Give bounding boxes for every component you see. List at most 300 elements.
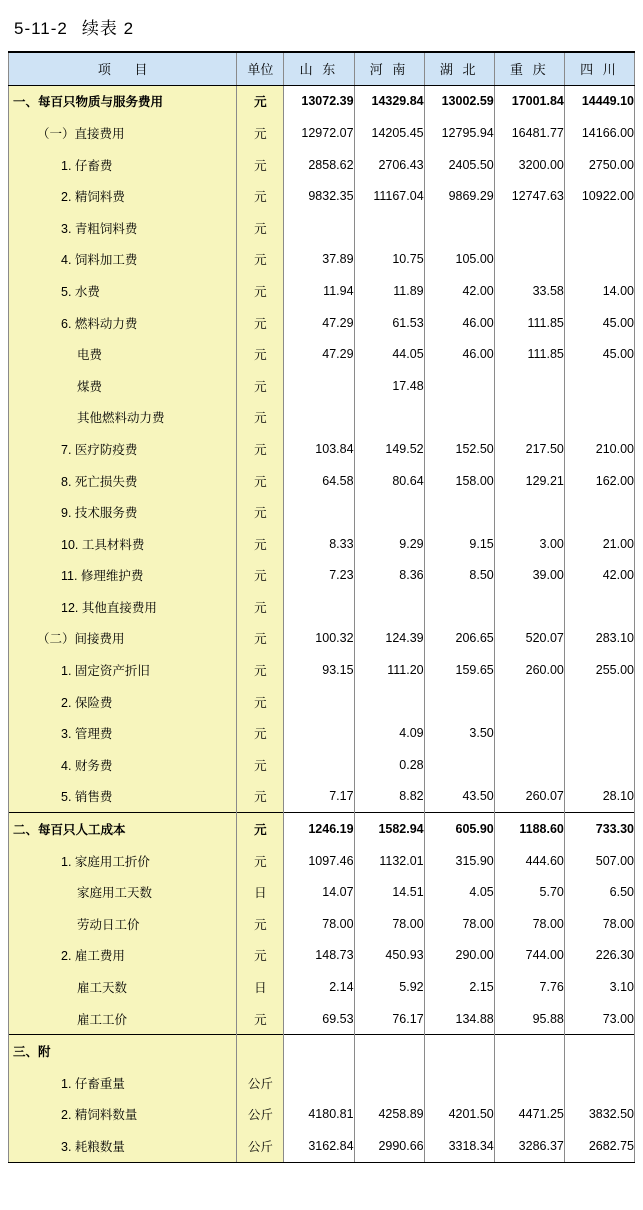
row-value: 3200.00: [494, 149, 564, 181]
table-number: 5-11-2: [14, 19, 68, 38]
row-value: 260.07: [494, 781, 564, 813]
row-unit: 元: [237, 528, 284, 560]
row-value: 9.15: [424, 528, 494, 560]
row-label: [9, 1003, 237, 1035]
row-value: 290.00: [424, 940, 494, 972]
row-unit: 元: [237, 338, 284, 370]
table-row: [9, 908, 635, 940]
row-unit: 公斤: [237, 1067, 284, 1099]
row-value: 3318.34: [424, 1130, 494, 1162]
row-unit: 元: [237, 275, 284, 307]
row-unit: 公斤: [237, 1130, 284, 1162]
row-value: 2405.50: [424, 149, 494, 181]
row-value: 206.65: [424, 623, 494, 655]
row-value: [494, 496, 564, 528]
table-row: [9, 433, 635, 465]
table-row: [9, 180, 635, 212]
row-value: [494, 212, 564, 244]
row-value: 45.00: [564, 307, 634, 339]
table-row: [9, 496, 635, 528]
row-value: 8.50: [424, 560, 494, 592]
row-value: 2990.66: [354, 1130, 424, 1162]
row-value: 14329.84: [354, 85, 424, 117]
table-row: [9, 686, 635, 718]
table-row: [9, 149, 635, 181]
row-value: 7.17: [284, 781, 354, 813]
table-body: [9, 85, 635, 1162]
row-unit: 元: [237, 117, 284, 149]
row-label-text: 1. 固定资产折旧: [61, 664, 150, 679]
row-label: [9, 528, 237, 560]
row-value: 507.00: [564, 845, 634, 877]
row-label-text: 劳动日工价: [77, 917, 140, 932]
row-value: [564, 591, 634, 623]
row-label-text: 1. 仔畜费: [61, 158, 113, 173]
row-unit: 元: [237, 560, 284, 592]
row-value: 1132.01: [354, 845, 424, 877]
row-value: 46.00: [424, 338, 494, 370]
row-label: [9, 433, 237, 465]
row-value: 13002.59: [424, 85, 494, 117]
row-label: [9, 749, 237, 781]
row-value: 111.20: [354, 654, 424, 686]
row-label: [9, 654, 237, 686]
row-value: 11.94: [284, 275, 354, 307]
row-value: [494, 1067, 564, 1099]
row-label: [9, 717, 237, 749]
row-value: 14.51: [354, 876, 424, 908]
row-value: 47.29: [284, 307, 354, 339]
row-label: [9, 845, 237, 877]
row-value: 255.00: [564, 654, 634, 686]
row-unit: 元: [237, 180, 284, 212]
row-label: [9, 623, 237, 655]
row-value: 148.73: [284, 940, 354, 972]
row-value: 64.58: [284, 465, 354, 497]
row-value: 3286.37: [494, 1130, 564, 1162]
row-value: 14.07: [284, 876, 354, 908]
row-unit: 元: [237, 940, 284, 972]
row-value: 7.76: [494, 971, 564, 1003]
row-value: [564, 402, 634, 434]
row-value: 3.00: [494, 528, 564, 560]
row-label: [9, 149, 237, 181]
row-value: 134.88: [424, 1003, 494, 1035]
row-value: 13072.39: [284, 85, 354, 117]
row-value: [564, 1035, 634, 1067]
row-value: 111.85: [494, 338, 564, 370]
row-value: [424, 496, 494, 528]
row-label-text: 家庭用工天数: [77, 886, 153, 901]
table-row: [9, 940, 635, 972]
row-value: 10922.00: [564, 180, 634, 212]
row-value: 76.17: [354, 1003, 424, 1035]
table-row: [9, 623, 635, 655]
row-unit: 日: [237, 971, 284, 1003]
table-row: [9, 845, 635, 877]
row-value: 3162.84: [284, 1130, 354, 1162]
row-value: [564, 717, 634, 749]
row-unit: 元: [237, 654, 284, 686]
row-value: 1188.60: [494, 813, 564, 845]
row-label: [9, 908, 237, 940]
table-row: [9, 654, 635, 686]
row-value: 158.00: [424, 465, 494, 497]
row-value: [424, 749, 494, 781]
row-value: 45.00: [564, 338, 634, 370]
table-row: [9, 560, 635, 592]
row-value: [354, 1035, 424, 1067]
table-row: [9, 591, 635, 623]
table-row: [9, 717, 635, 749]
row-label-text: 二、每百只人工成本: [13, 823, 126, 838]
row-value: 43.50: [424, 781, 494, 813]
row-value: 2750.00: [564, 149, 634, 181]
row-value: [284, 496, 354, 528]
row-label-text: 4. 财务费: [61, 758, 113, 773]
row-value: [284, 749, 354, 781]
table-row: [9, 402, 635, 434]
row-value: 1097.46: [284, 845, 354, 877]
table-row: [9, 307, 635, 339]
row-value: 124.39: [354, 623, 424, 655]
row-label-text: 一、每百只物质与服务费用: [13, 95, 164, 110]
row-unit: 元: [237, 781, 284, 813]
row-value: 6.50: [564, 876, 634, 908]
row-label: [9, 813, 237, 845]
row-value: 14166.00: [564, 117, 634, 149]
row-unit: 元: [237, 149, 284, 181]
row-value: 5.92: [354, 971, 424, 1003]
row-value: [284, 1035, 354, 1067]
column-header-unit: 单位: [237, 52, 284, 85]
row-value: [494, 1035, 564, 1067]
row-value: [564, 1067, 634, 1099]
row-value: 33.58: [494, 275, 564, 307]
row-value: 4.05: [424, 876, 494, 908]
row-value: 8.82: [354, 781, 424, 813]
row-label-text: 10. 工具材料费: [61, 537, 145, 552]
row-label: [9, 876, 237, 908]
row-value: 2706.43: [354, 149, 424, 181]
row-unit: 元: [237, 591, 284, 623]
row-value: 3832.50: [564, 1099, 634, 1131]
row-label: [9, 686, 237, 718]
row-label: [9, 1067, 237, 1099]
row-value: 605.90: [424, 813, 494, 845]
row-value: 78.00: [564, 908, 634, 940]
table-row: [9, 212, 635, 244]
row-value: 217.50: [494, 433, 564, 465]
row-label: [9, 940, 237, 972]
table-row: [9, 876, 635, 908]
table-row: [9, 813, 635, 845]
row-value: 37.89: [284, 244, 354, 276]
row-value: 733.30: [564, 813, 634, 845]
row-value: [494, 749, 564, 781]
table-row: [9, 1003, 635, 1035]
row-value: 78.00: [424, 908, 494, 940]
row-label: [9, 117, 237, 149]
row-label-text: 7. 医疗防疫费: [61, 442, 138, 457]
table-row: [9, 338, 635, 370]
row-label: [9, 971, 237, 1003]
column-header-chongqing: 重 庆: [494, 52, 564, 85]
row-value: [284, 370, 354, 402]
column-header-shandong: 山 东: [284, 52, 354, 85]
row-value: [564, 370, 634, 402]
row-label-text: 电费: [77, 348, 103, 363]
row-label-text: 8. 死亡损失费: [61, 474, 138, 489]
row-value: 5.70: [494, 876, 564, 908]
table-row: [9, 465, 635, 497]
row-label: [9, 402, 237, 434]
row-label: [9, 1130, 237, 1162]
row-label: [9, 1035, 237, 1067]
row-value: 315.90: [424, 845, 494, 877]
table-row: [9, 1130, 635, 1162]
row-value: [494, 686, 564, 718]
row-value: 42.00: [424, 275, 494, 307]
row-value: 78.00: [354, 908, 424, 940]
row-unit: 元: [237, 212, 284, 244]
row-unit: [237, 1035, 284, 1067]
row-unit: 元: [237, 749, 284, 781]
row-value: 42.00: [564, 560, 634, 592]
row-value: [494, 591, 564, 623]
row-value: 450.93: [354, 940, 424, 972]
row-unit: 元: [237, 496, 284, 528]
table-header-row: [9, 52, 635, 85]
row-label: [9, 275, 237, 307]
table-header: [9, 52, 635, 85]
column-header-hubei: 湖 北: [424, 52, 494, 85]
table-row: [9, 370, 635, 402]
row-label-text: 5. 水费: [61, 284, 100, 299]
row-value: [424, 591, 494, 623]
row-label-text: 三、附: [13, 1045, 51, 1060]
row-value: 69.53: [284, 1003, 354, 1035]
row-value: 11167.04: [354, 180, 424, 212]
table-row: [9, 528, 635, 560]
row-label-text: 煤费: [77, 379, 103, 394]
row-label: [9, 180, 237, 212]
row-label-text: 2. 精饲料费: [61, 190, 125, 205]
row-value: 129.21: [494, 465, 564, 497]
row-value: 16481.77: [494, 117, 564, 149]
row-label-text: 9. 技术服务费: [61, 506, 138, 521]
row-value: [564, 244, 634, 276]
row-value: 14.00: [564, 275, 634, 307]
row-value: 14449.10: [564, 85, 634, 117]
row-unit: 元: [237, 908, 284, 940]
row-value: 2.15: [424, 971, 494, 1003]
row-label-text: （二）间接费用: [37, 632, 125, 647]
row-unit: 元: [237, 813, 284, 845]
row-label-text: 2. 雇工费用: [61, 949, 125, 964]
row-value: 21.00: [564, 528, 634, 560]
column-header-henan: 河 南: [354, 52, 424, 85]
row-label: [9, 560, 237, 592]
row-value: 4471.25: [494, 1099, 564, 1131]
table-row: [9, 117, 635, 149]
row-label: [9, 244, 237, 276]
row-value: 10.75: [354, 244, 424, 276]
row-unit: 元: [237, 465, 284, 497]
row-value: [284, 212, 354, 244]
row-value: [354, 1067, 424, 1099]
row-value: [564, 212, 634, 244]
row-unit: 元: [237, 845, 284, 877]
row-unit: 公斤: [237, 1099, 284, 1131]
column-header-sichuan: 四 川: [564, 52, 634, 85]
row-value: [564, 496, 634, 528]
row-value: [424, 370, 494, 402]
row-value: 444.60: [494, 845, 564, 877]
row-label-text: 12. 其他直接费用: [61, 600, 157, 615]
row-unit: 元: [237, 244, 284, 276]
row-label-text: 1. 仔畜重量: [61, 1076, 125, 1091]
row-label-text: 11. 修理维护费: [61, 569, 144, 584]
row-label-text: 5. 销售费: [61, 790, 113, 805]
row-value: 9.29: [354, 528, 424, 560]
row-value: [284, 717, 354, 749]
row-label-text: 1. 家庭用工折价: [61, 854, 150, 869]
row-value: 100.32: [284, 623, 354, 655]
table-row: [9, 1067, 635, 1099]
row-value: 12795.94: [424, 117, 494, 149]
row-value: 47.29: [284, 338, 354, 370]
row-label-text: 2. 保险费: [61, 695, 113, 710]
row-label-text: 4. 饲料加工费: [61, 253, 138, 268]
row-value: 3.50: [424, 717, 494, 749]
row-value: 9869.29: [424, 180, 494, 212]
row-value: 73.00: [564, 1003, 634, 1035]
row-value: 7.23: [284, 560, 354, 592]
row-value: 1246.19: [284, 813, 354, 845]
row-unit: 元: [237, 623, 284, 655]
row-value: 8.36: [354, 560, 424, 592]
column-header-item: 项 目: [9, 52, 237, 85]
row-value: [354, 591, 424, 623]
table-row: [9, 1099, 635, 1131]
row-value: [494, 244, 564, 276]
row-label: [9, 496, 237, 528]
row-unit: 日: [237, 876, 284, 908]
page-title: [8, 0, 635, 51]
row-label: [9, 338, 237, 370]
row-label: [9, 85, 237, 117]
row-value: 9832.35: [284, 180, 354, 212]
row-unit: 元: [237, 85, 284, 117]
row-value: [424, 1067, 494, 1099]
row-value: 80.64: [354, 465, 424, 497]
row-value: [424, 686, 494, 718]
row-value: 4.09: [354, 717, 424, 749]
row-label: [9, 212, 237, 244]
row-value: [284, 402, 354, 434]
table-row: [9, 781, 635, 813]
row-value: [494, 717, 564, 749]
row-value: 1582.94: [354, 813, 424, 845]
row-value: 226.30: [564, 940, 634, 972]
row-value: 105.00: [424, 244, 494, 276]
row-unit: 元: [237, 433, 284, 465]
row-value: [354, 402, 424, 434]
row-label-text: 2. 精饲料数量: [61, 1108, 138, 1123]
row-label: [9, 465, 237, 497]
row-value: 46.00: [424, 307, 494, 339]
row-value: 17001.84: [494, 85, 564, 117]
row-unit: 元: [237, 402, 284, 434]
row-value: 4258.89: [354, 1099, 424, 1131]
row-value: [424, 212, 494, 244]
table-row: [9, 1035, 635, 1067]
row-label: [9, 1099, 237, 1131]
row-unit: 元: [237, 686, 284, 718]
table-title-text: 续表 2: [81, 19, 135, 38]
table-row: [9, 244, 635, 276]
row-label: [9, 307, 237, 339]
row-value: [354, 212, 424, 244]
row-value: 93.15: [284, 654, 354, 686]
row-value: [494, 370, 564, 402]
row-value: [424, 402, 494, 434]
table-row: [9, 749, 635, 781]
row-value: 111.85: [494, 307, 564, 339]
row-value: 744.00: [494, 940, 564, 972]
row-value: 149.52: [354, 433, 424, 465]
row-value: 2858.62: [284, 149, 354, 181]
cost-statistics-table: [8, 51, 635, 1163]
table-row: [9, 971, 635, 1003]
row-value: [284, 591, 354, 623]
row-value: [284, 686, 354, 718]
row-label-text: 3. 青粗饲料费: [61, 221, 138, 236]
row-value: 0.28: [354, 749, 424, 781]
row-value: [354, 496, 424, 528]
row-unit: 元: [237, 1003, 284, 1035]
row-label: [9, 370, 237, 402]
row-label: [9, 781, 237, 813]
row-unit: 元: [237, 370, 284, 402]
row-label-text: 其他燃料动力费: [77, 411, 165, 426]
row-value: 162.00: [564, 465, 634, 497]
row-value: 4180.81: [284, 1099, 354, 1131]
row-label-text: （一）直接费用: [37, 126, 125, 141]
row-value: 61.53: [354, 307, 424, 339]
row-value: 152.50: [424, 433, 494, 465]
row-value: 78.00: [494, 908, 564, 940]
row-value: [424, 1035, 494, 1067]
row-value: [564, 749, 634, 781]
row-value: [354, 686, 424, 718]
row-value: 8.33: [284, 528, 354, 560]
row-value: 39.00: [494, 560, 564, 592]
row-value: 3.10: [564, 971, 634, 1003]
row-value: 11.89: [354, 275, 424, 307]
row-label-text: 3. 管理费: [61, 727, 113, 742]
row-value: 2.14: [284, 971, 354, 1003]
row-label-text: 雇工天数: [77, 981, 128, 996]
row-value: [494, 402, 564, 434]
row-value: 44.05: [354, 338, 424, 370]
row-value: 78.00: [284, 908, 354, 940]
table-row: [9, 85, 635, 117]
row-value: 12747.63: [494, 180, 564, 212]
row-value: 28.10: [564, 781, 634, 813]
row-value: 2682.75: [564, 1130, 634, 1162]
